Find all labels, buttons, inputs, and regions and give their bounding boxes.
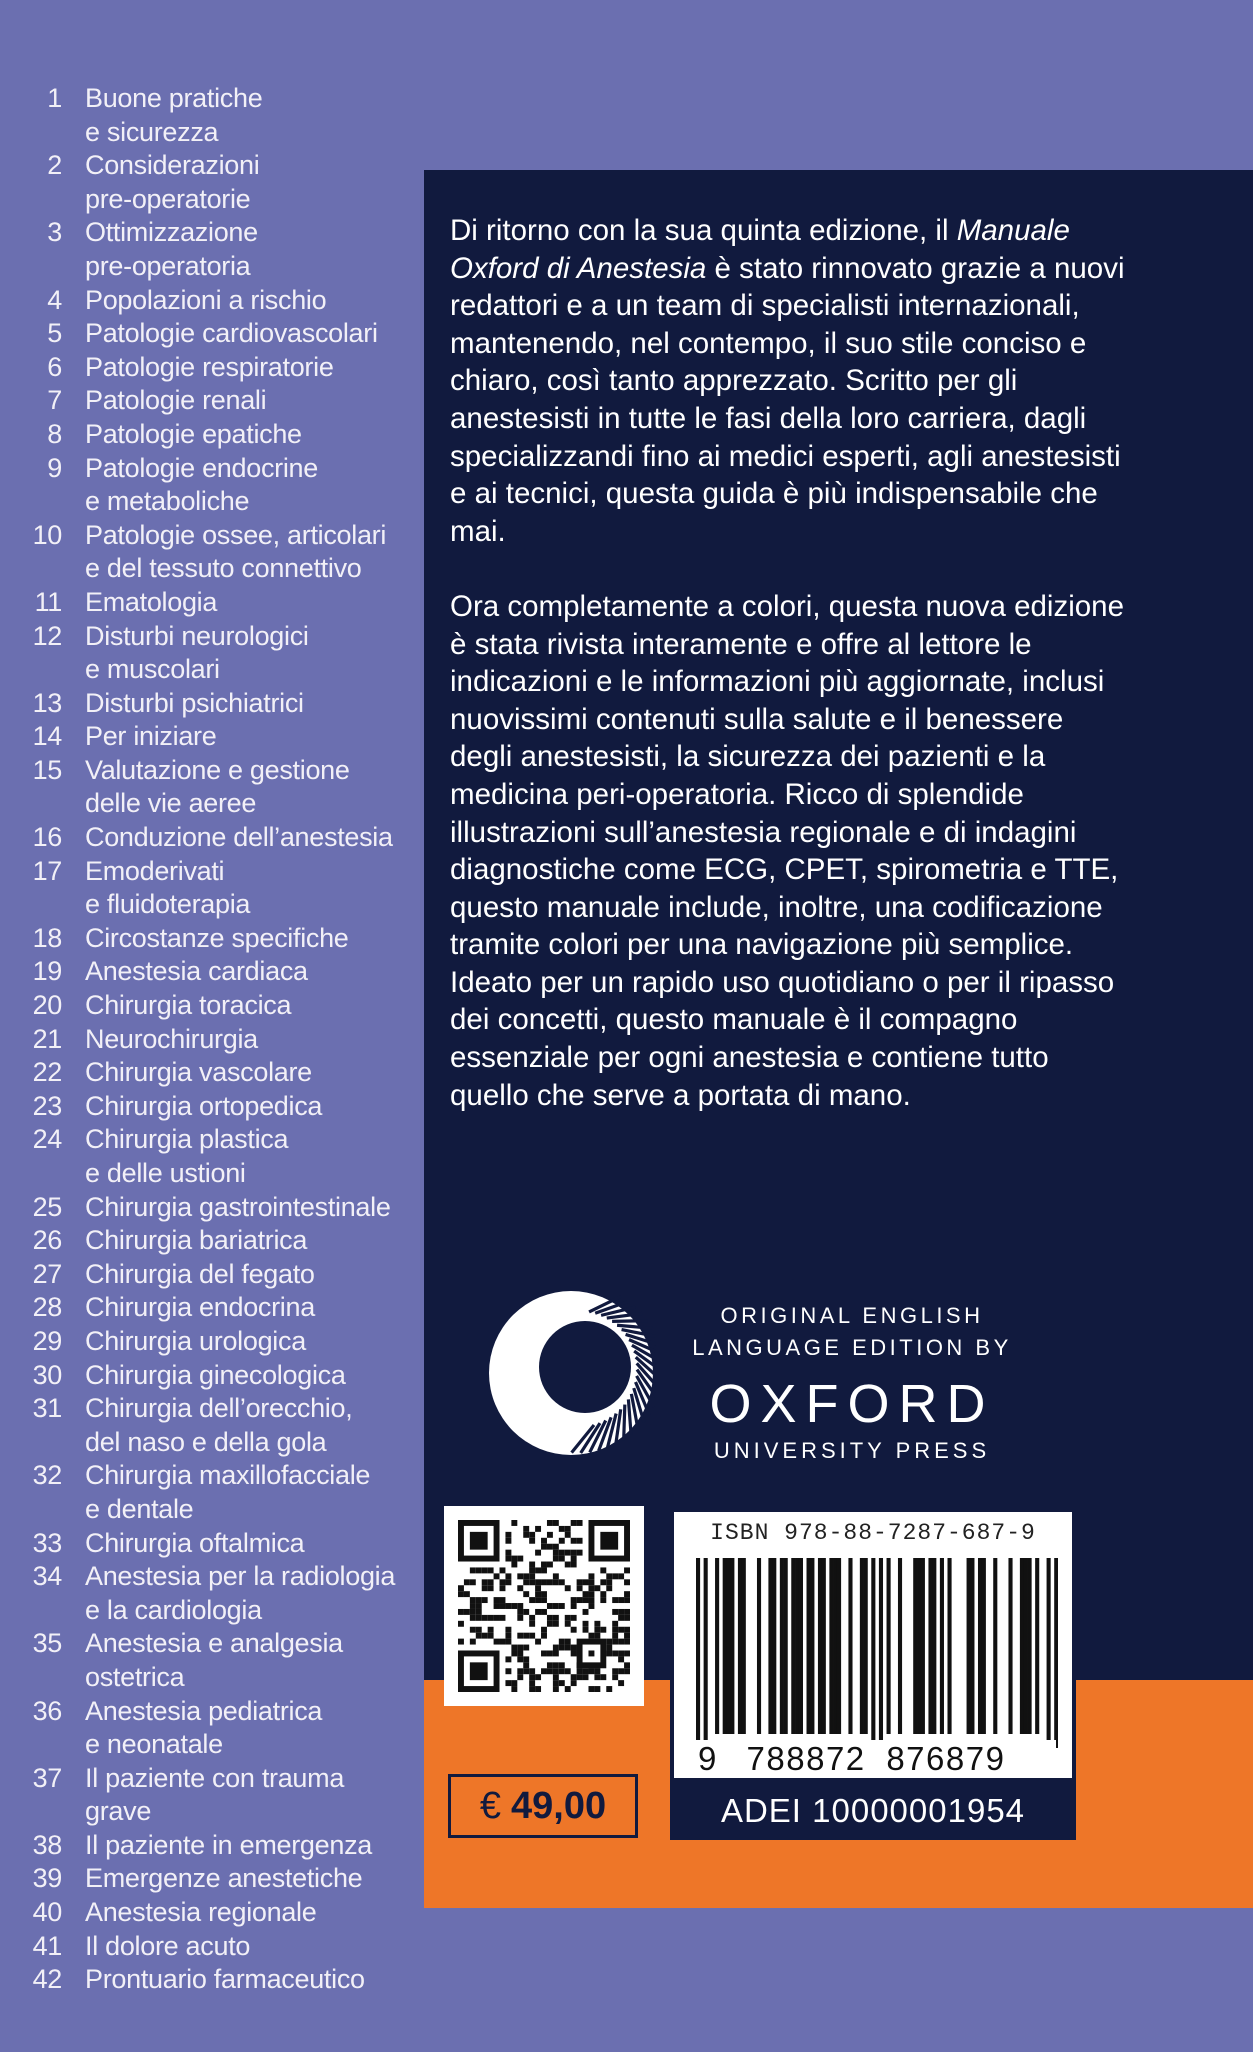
chapter-item [28, 821, 408, 855]
chapter-title-line: del naso e della gola [85, 1426, 327, 1457]
chapter-title-line: Buone pratiche [85, 83, 263, 113]
chapter-title-line: pre-operatoria [85, 250, 251, 281]
chapter-title [85, 1930, 408, 1964]
chapter-title [85, 1459, 408, 1526]
chapter-number: 28 [32, 1292, 62, 1323]
oup-ring-logo-icon [486, 1288, 656, 1458]
chapter-title [85, 452, 408, 519]
chapter-title-line: e del tessuto connettivo [85, 553, 362, 584]
chapter-item [28, 1291, 408, 1325]
chapter-title [85, 586, 408, 620]
chapter-item [28, 620, 408, 687]
chapter-title [85, 1963, 408, 1997]
chapter-title-line: Chirurgia oftalmica [85, 1527, 305, 1558]
chapter-title-line: Chirurgia dell’orecchio, [85, 1393, 353, 1424]
chapter-title-line: Emoderivati [85, 855, 225, 886]
chapter-item [28, 1896, 408, 1930]
chapter-item [28, 1560, 408, 1627]
chapter-title-line: Patologie epatiche [85, 418, 302, 449]
chapter-title-line: e dentale [85, 1493, 194, 1524]
chapter-title-line: Disturbi neurologici [85, 620, 309, 651]
chapter-title-line: Chirurgia plastica [85, 1124, 289, 1155]
chapter-number: 7 [47, 385, 62, 416]
chapter-title [85, 720, 408, 754]
chapter-number: 17 [32, 855, 62, 886]
chapter-item [28, 586, 408, 620]
chapter-number: 2 [47, 150, 62, 181]
chapter-item [28, 1930, 408, 1964]
publisher-line-1: ORIGINAL ENGLISH [720, 1303, 984, 1328]
chapter-item [28, 519, 408, 586]
chapter-title-line: e fluidoterapia [85, 889, 251, 920]
chapter-title-line: Ematologia [85, 586, 218, 617]
chapter-title-line: Patologie cardiovascolari [85, 318, 378, 349]
chapter-title-line: Popolazioni a rischio [85, 284, 327, 315]
chapter-title [85, 351, 408, 385]
chapter-item [28, 384, 408, 418]
blurb [450, 212, 1130, 1152]
chapter-title-line: Emergenze anestetiche [85, 1863, 363, 1894]
chapter-item [28, 1392, 408, 1459]
chapter-title-line: Anestesia e analgesia [85, 1628, 343, 1659]
qr-code-icon [458, 1520, 630, 1692]
qr-code [444, 1506, 644, 1706]
price-amount: 49,00 [511, 1784, 607, 1827]
chapter-title-line: Anestesia per la radiologia [85, 1561, 396, 1592]
chapter-item [28, 1695, 408, 1762]
chapter-title [85, 1762, 408, 1829]
chapter-title-line: Chirurgia bariatrica [85, 1225, 308, 1256]
chapter-number: 8 [47, 418, 62, 449]
chapter-title [85, 1695, 408, 1762]
chapter-title [85, 1325, 408, 1359]
chapter-title-line: Anestesia cardiaca [85, 956, 308, 987]
chapter-item [28, 1325, 408, 1359]
price-tag [448, 1774, 638, 1838]
chapter-title [85, 1291, 408, 1325]
chapter-title-line: Neurochirurgia [85, 1023, 258, 1054]
chapter-number: 21 [32, 1023, 62, 1054]
chapter-item [28, 1862, 408, 1896]
chapter-number: 6 [47, 351, 62, 382]
chapter-number: 25 [32, 1191, 62, 1222]
chapter-number: 32 [32, 1460, 62, 1491]
chapter-number: 9 [47, 452, 62, 483]
chapter-number: 34 [32, 1561, 62, 1592]
chapter-title-line: Il dolore acuto [85, 1930, 251, 1961]
chapter-title-line: e la cardiologia [85, 1594, 262, 1625]
chapter-item [28, 452, 408, 519]
chapter-number: 13 [32, 687, 62, 718]
chapter-number: 16 [32, 822, 62, 853]
chapter-title-line: Patologie endocrine [85, 452, 318, 483]
chapter-title [85, 284, 408, 318]
chapter-title-line: delle vie aeree [85, 788, 257, 819]
chapter-number: 23 [32, 1090, 62, 1121]
chapter-number: 22 [32, 1057, 62, 1088]
chapter-title-line: pre-operatorie [85, 183, 251, 214]
blurb-paragraph-2: Ora completamente a colori, questa nuova edizione è stata rivista interamente e offre al lettore le indicazioni e le informazioni più aggiornate, inclusi nuovissimi contenuti sulla salute e il benessere degli anestesisti, la sicurezza dei pazienti e la medicina peri-operatoria. Ricco di splendide illustrazioni sull’anestesia regionale e di indagini diagnostiche come ECG, CPET, spirometria e TTE, questo manuale include, inoltre, una codificazione tramite colori per una navigazione più semplice. Ideato per un rapido uso quotidiano o per il ripasso dei concetti, questo manuale è il compagno essenziale per ogni anestesia e contiene tutto quello che serve a portata di mano. [450, 589, 1124, 1112]
chapter-item [28, 284, 408, 318]
chapter-title-line: Valutazione e gestione [85, 754, 350, 785]
chapter-number: 33 [32, 1527, 62, 1558]
chapter-item [28, 82, 408, 149]
chapter-number: 18 [32, 922, 62, 953]
chapter-title-line: Il paziente in emergenza [85, 1829, 372, 1860]
book-title: Manuale Oxford di Anestesia [450, 214, 1070, 285]
chapter-item [28, 989, 408, 1023]
chapter-item [28, 317, 408, 351]
chapter-number: 20 [32, 990, 62, 1021]
chapter-title [85, 821, 408, 855]
chapter-number: 37 [32, 1762, 62, 1793]
chapter-number: 30 [32, 1359, 62, 1390]
chapter-title [85, 687, 408, 721]
publisher-brand: OXFORD [709, 1374, 995, 1434]
chapter-number: 41 [32, 1930, 62, 1961]
chapter-title-line: Patologie respiratorie [85, 351, 334, 382]
chapter-number: 24 [32, 1124, 62, 1155]
chapter-item [28, 1224, 408, 1258]
isbn-label: ISBN 978-88-7287-687-9 [710, 1520, 1036, 1546]
chapter-title [85, 1191, 408, 1225]
currency-symbol: € [479, 1784, 502, 1827]
chapter-title-line: ostetrica [85, 1661, 185, 1692]
chapter-item [28, 1459, 408, 1526]
chapter-title [85, 1829, 408, 1863]
ean-right-group: 876879 [886, 1740, 1006, 1777]
chapter-title [85, 1258, 408, 1292]
chapter-item [28, 855, 408, 922]
chapter-title [85, 922, 408, 956]
chapter-title [85, 1862, 408, 1896]
chapter-number: 31 [32, 1393, 62, 1424]
chapter-number: 10 [32, 519, 62, 550]
chapter-number: 38 [32, 1829, 62, 1860]
chapter-title [85, 1896, 408, 1930]
chapter-item [28, 1762, 408, 1829]
chapter-number: 26 [32, 1225, 62, 1256]
chapter-title-line: Chirurgia ginecologica [85, 1359, 346, 1390]
chapter-item [28, 216, 408, 283]
chapter-title [85, 1090, 408, 1124]
chapter-item [28, 1963, 408, 1997]
chapter-title [85, 989, 408, 1023]
chapter-number: 12 [32, 620, 62, 651]
ean-digits [696, 1740, 1056, 1778]
chapter-item [28, 687, 408, 721]
chapter-item [28, 1090, 408, 1124]
chapter-title [85, 1527, 408, 1561]
chapter-title [85, 1627, 408, 1694]
chapter-number: 5 [47, 318, 62, 349]
chapter-title [85, 1560, 408, 1627]
chapter-title [85, 384, 408, 418]
chapter-item [28, 955, 408, 989]
chapter-title [85, 317, 408, 351]
chapter-number: 29 [32, 1325, 62, 1356]
chapter-title-line: e muscolari [85, 654, 220, 685]
chapter-title [85, 418, 408, 452]
chapter-title-line: e metaboliche [85, 486, 250, 517]
chapter-number: 4 [47, 284, 62, 315]
chapter-title-line: Chirurgia urologica [85, 1325, 306, 1356]
chapter-item [28, 922, 408, 956]
adei-code: ADEI 10000001954 [670, 1782, 1076, 1840]
chapter-title-line: Chirurgia gastrointestinale [85, 1191, 391, 1222]
chapter-title-line: Chirurgia vascolare [85, 1057, 312, 1088]
chapter-title [85, 620, 408, 687]
chapter-item [28, 1023, 408, 1057]
chapter-title [85, 955, 408, 989]
chapter-title-line: Chirurgia del fegato [85, 1258, 315, 1289]
chapter-item [28, 418, 408, 452]
chapter-item [28, 720, 408, 754]
barcode-icon [696, 1558, 1058, 1748]
chapter-title-line: Prontuario farmaceutico [85, 1964, 365, 1995]
chapter-title-line: Anestesia regionale [85, 1897, 317, 1928]
chapter-title-line: Circostanze specifiche [85, 922, 349, 953]
chapter-title [85, 216, 408, 283]
blurb-paragraph-1: Di ritorno con la sua quinta edizione, il Manuale Oxford di Anestesia è stato rinnovato grazie a nuovi redattori e a un team di specialisti internazionali, mantenendo, nel contempo, il suo stile conciso e chiaro, così tanto apprezzato. Scritto per gli anestesisti in tutte le fasi della loro carriera, dagli specializzandi fino ai medici esperti, agli anestesisti e ai tecnici, questa guida è più indispensabile che mai. [450, 214, 1125, 548]
barcode-box [670, 1508, 1076, 1782]
chapter-title-line: Considerazioni [85, 150, 260, 181]
chapter-item [28, 1627, 408, 1694]
chapter-number: 1 [47, 83, 62, 113]
chapter-item [28, 1527, 408, 1561]
chapter-title-line: Disturbi psichiatrici [85, 687, 304, 718]
chapter-item [28, 149, 408, 216]
chapter-title-line: Conduzione dell’anestesia [85, 822, 393, 853]
chapter-number: 3 [47, 217, 62, 248]
chapter-number: 11 [34, 586, 62, 617]
chapter-item [28, 1258, 408, 1292]
chapter-number: 39 [32, 1863, 62, 1894]
chapter-title [85, 1123, 408, 1190]
chapter-title-line: Per iniziare [85, 721, 217, 752]
chapter-number: 42 [32, 1964, 62, 1995]
chapter-number: 27 [32, 1258, 62, 1289]
chapter-item [28, 1359, 408, 1393]
chapter-title [85, 855, 408, 922]
chapter-title-line: Anestesia pediatrica [85, 1695, 323, 1726]
chapter-title-line: Chirurgia ortopedica [85, 1090, 323, 1121]
chapter-item [28, 1056, 408, 1090]
chapter-title-line: Ottimizzazione [85, 217, 258, 248]
chapter-number: 15 [32, 754, 62, 785]
chapter-title [85, 149, 408, 216]
chapter-title [85, 1056, 408, 1090]
chapter-title-line: Chirurgia toracica [85, 990, 292, 1021]
back-cover-panel [424, 170, 1253, 1908]
publisher-line-2: LANGUAGE EDITION BY [692, 1335, 1012, 1360]
chapter-number: 35 [32, 1628, 62, 1659]
chapter-title [85, 1392, 408, 1459]
chapter-title-line: Patologie ossee, articolari [85, 519, 387, 550]
chapter-title-line: e delle ustioni [85, 1158, 246, 1188]
chapter-item [28, 1123, 408, 1190]
chapter-list [28, 82, 408, 1997]
chapter-item [28, 351, 408, 385]
chapter-item [28, 1829, 408, 1863]
ean-first-digit: 9 [698, 1740, 718, 1777]
chapter-title-line: e sicurezza [85, 116, 219, 147]
chapter-item [28, 754, 408, 821]
chapter-title [85, 1359, 408, 1393]
chapter-title-line: grave [85, 1796, 152, 1827]
chapter-title-line: Patologie renali [85, 385, 267, 416]
chapter-title-line: e neonatale [85, 1729, 223, 1760]
publisher-subtitle: UNIVERSITY PRESS [713, 1438, 991, 1463]
chapter-number: 40 [32, 1897, 62, 1928]
chapter-title-line: Chirurgia maxillofacciale [85, 1460, 371, 1491]
chapter-title [85, 754, 408, 821]
chapter-number: 14 [32, 721, 62, 752]
chapter-number: 19 [32, 956, 62, 987]
chapter-title-line: Chirurgia endocrina [85, 1292, 315, 1323]
ean-left-group: 788872 [746, 1740, 866, 1777]
chapter-title [85, 519, 408, 586]
chapter-title [85, 1224, 408, 1258]
chapter-title [85, 82, 408, 149]
chapter-title-line: Il paziente con trauma [85, 1762, 345, 1793]
chapter-item [28, 1191, 408, 1225]
publisher-credit [692, 1300, 1012, 1466]
chapter-title [85, 1023, 408, 1057]
chapter-number: 36 [32, 1695, 62, 1726]
